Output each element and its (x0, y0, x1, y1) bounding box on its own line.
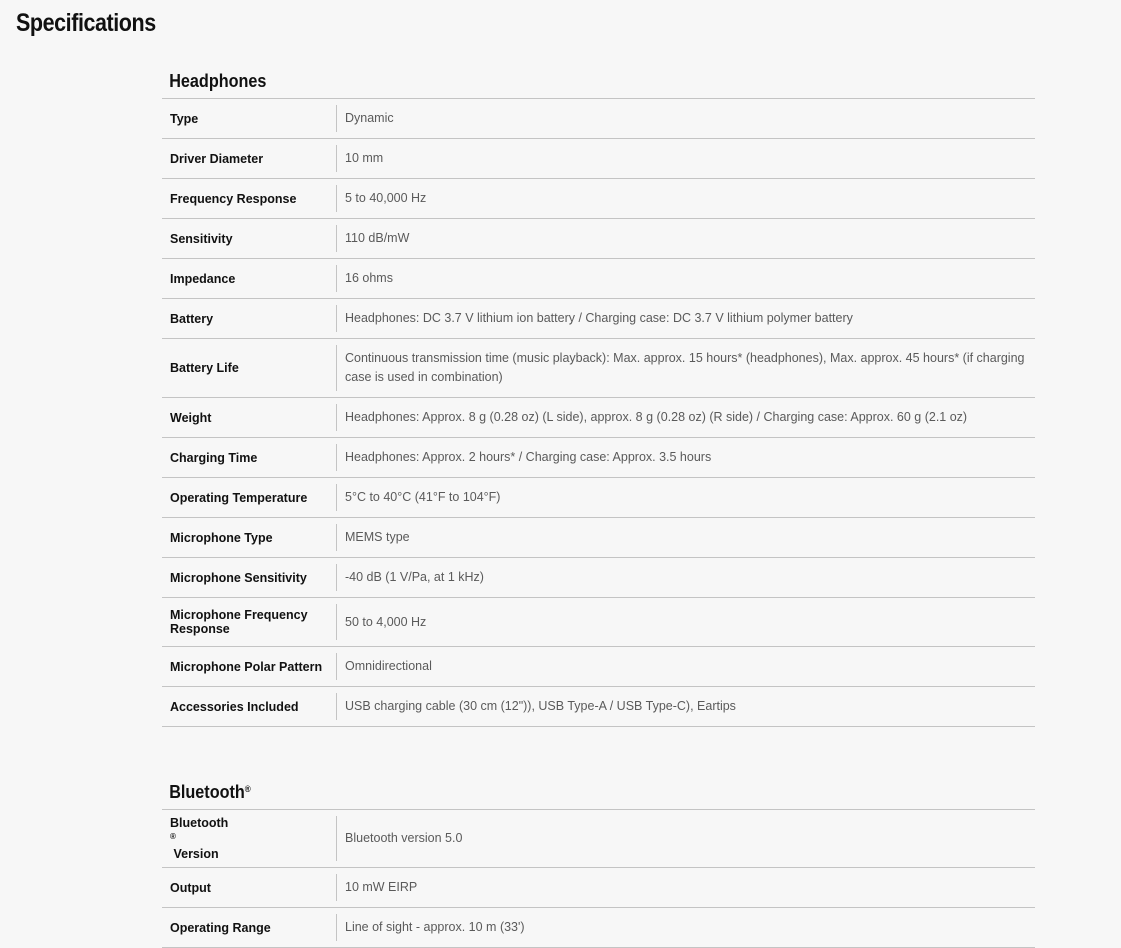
spec-value: 10 mm (345, 151, 384, 165)
section-title-text: Bluetooth (169, 782, 245, 802)
spec-value: USB charging cable (30 cm (12")), USB Type-A / USB Type-C), Eartips (345, 699, 736, 713)
spec-value: 5°C to 40°C (41°F to 104°F) (345, 490, 501, 504)
spec-row-charging-time (162, 438, 1035, 478)
bluetooth-spec-table (162, 809, 1035, 948)
spec-row-frequency-response (162, 179, 1035, 219)
registered-mark: ® (244, 784, 251, 794)
spec-value: 10 mW EIRP (345, 880, 418, 895)
spec-label: Battery Life (170, 361, 239, 375)
spec-value: 110 dB/mW (345, 231, 410, 245)
spec-label: Microphone Polar Pattern (170, 659, 323, 674)
spec-row-weight (162, 398, 1035, 438)
spec-label: Charging Time (170, 450, 258, 465)
bluetooth-section (162, 777, 1035, 948)
spec-value: Omnidirectional (345, 659, 432, 673)
spec-row-type (162, 99, 1035, 139)
spec-label: Frequency Response (170, 191, 297, 206)
spec-label: Type (170, 111, 199, 126)
spec-row-driver-diameter (162, 139, 1035, 179)
spec-row-sensitivity (162, 219, 1035, 259)
spec-label: Driver Diameter (170, 151, 264, 166)
spec-label: Battery (170, 311, 214, 326)
spec-row-bluetooth-version (162, 810, 1035, 868)
spec-value: Line of sight - approx. 10 m (33') (345, 920, 525, 935)
spec-label: Operating Temperature (170, 490, 308, 505)
spec-row-battery (162, 299, 1035, 339)
headphones-section (162, 66, 1035, 727)
spec-label: Microphone Sensitivity (170, 570, 307, 585)
spec-label: Output (170, 880, 211, 895)
spec-value: Continuous transmission time (music playback): Max. approx. 15 hours* (headphones), Max. approx. 45 hours* (if charging case is used in combination) (345, 351, 1025, 384)
spec-value: -40 dB (1 V/Pa, at 1 kHz) (345, 570, 484, 584)
spec-label: Impedance (170, 271, 236, 286)
registered-mark: ® (170, 832, 176, 841)
spec-value: Headphones: Approx. 8 g (0.28 oz) (L side), approx. 8 g (0.28 oz) (R side) / Charging case: Approx. 60 g (2.1 oz) (345, 410, 968, 424)
spec-label-text: Bluetooth (170, 816, 229, 830)
spec-label: Microphone Frequency Response (170, 608, 308, 636)
spec-row-operating-range (162, 908, 1035, 948)
spec-value: 16 ohms (345, 271, 393, 285)
spec-row-microphone-type (162, 518, 1035, 558)
spec-row-impedance (162, 259, 1035, 299)
page-title: Specifications (16, 9, 156, 37)
spec-label: Weight (170, 410, 212, 425)
spec-row-microphone-frequency-response (162, 598, 1035, 647)
spec-row-microphone-polar-pattern (162, 647, 1035, 687)
spec-row-operating-temperature (162, 478, 1035, 518)
spec-row-microphone-sensitivity (162, 558, 1035, 598)
spec-value: Headphones: Approx. 2 hours* / Charging case: Approx. 3.5 hours (345, 450, 712, 464)
spec-value: MEMS type (345, 530, 410, 544)
spec-value: 5 to 40,000 Hz (345, 191, 427, 205)
spec-row-output (162, 868, 1035, 908)
spec-label (162, 810, 336, 867)
spec-value: Bluetooth version 5.0 (345, 831, 463, 846)
section-title-headphones: Headphones (169, 71, 267, 91)
headphones-spec-table (162, 98, 1035, 727)
spec-label: Accessories Included (170, 699, 299, 714)
spec-label: Operating Range (170, 920, 271, 935)
spec-label-suffix: Version (170, 847, 219, 862)
spec-label: Sensitivity (170, 231, 233, 246)
spec-label: Microphone Type (170, 530, 273, 545)
spec-row-battery-life (162, 339, 1035, 398)
spec-value: Headphones: DC 3.7 V lithium ion battery / Charging case: DC 3.7 V lithium polymer battery (345, 311, 853, 325)
spec-value: 50 to 4,000 Hz (345, 614, 427, 629)
spec-row-accessories-included (162, 687, 1035, 727)
spec-value: Dynamic (345, 111, 394, 125)
section-title-bluetooth (162, 777, 948, 809)
